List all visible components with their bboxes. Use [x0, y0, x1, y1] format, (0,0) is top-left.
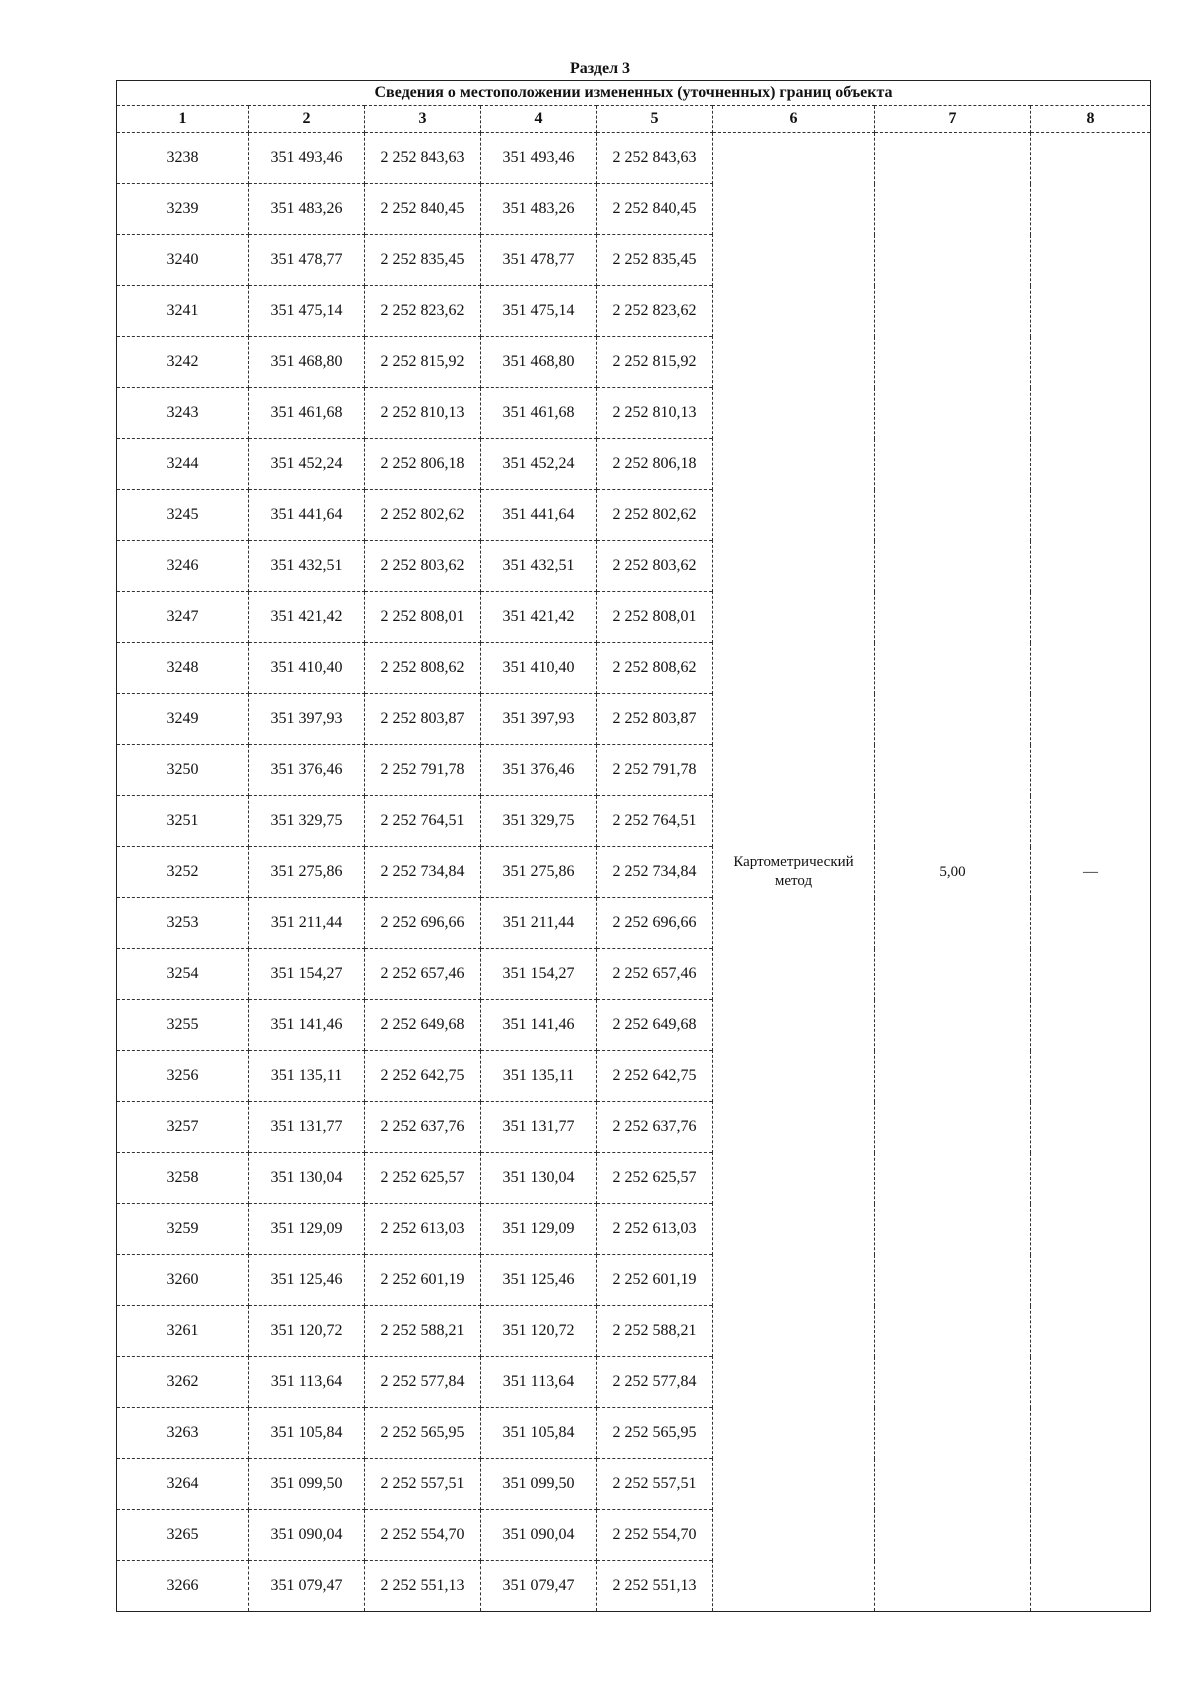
coordinate-cell: 2 252 625,57	[597, 1153, 713, 1204]
coordinate-cell: 351 099,50	[481, 1459, 597, 1510]
boundary-points-table	[116, 80, 1151, 1612]
point-number-cell: 3258	[117, 1153, 249, 1204]
coordinate-cell: 2 252 557,51	[365, 1459, 481, 1510]
coordinate-cell: 351 099,50	[249, 1459, 365, 1510]
coordinate-cell: 351 131,77	[481, 1102, 597, 1153]
coordinate-cell: 351 105,84	[249, 1408, 365, 1459]
coordinate-cell: 2 252 657,46	[597, 949, 713, 1000]
coordinate-cell: 2 252 808,62	[597, 643, 713, 694]
coordinate-cell: 351 130,04	[481, 1153, 597, 1204]
coordinate-cell: 351 475,14	[249, 286, 365, 337]
point-number-cell: 3254	[117, 949, 249, 1000]
coordinate-cell: 2 252 565,95	[597, 1408, 713, 1459]
coordinate-cell: 2 252 815,92	[597, 337, 713, 388]
point-number-cell: 3243	[117, 388, 249, 439]
coordinate-cell: 351 135,11	[481, 1051, 597, 1102]
coordinate-cell: 2 252 551,13	[597, 1561, 713, 1612]
point-number-cell: 3250	[117, 745, 249, 796]
coordinate-cell: 351 410,40	[249, 643, 365, 694]
table-body	[117, 133, 1151, 1612]
coordinate-cell: 351 452,24	[481, 439, 597, 490]
point-number-cell: 3256	[117, 1051, 249, 1102]
coordinate-cell: 351 141,46	[249, 1000, 365, 1051]
accuracy-cell: 5,00	[875, 133, 1031, 1612]
point-number-cell: 3239	[117, 184, 249, 235]
coordinate-cell: 351 275,86	[481, 847, 597, 898]
coordinate-cell: 2 252 803,62	[597, 541, 713, 592]
coordinate-cell: 351 129,09	[249, 1204, 365, 1255]
coordinate-cell: 2 252 823,62	[365, 286, 481, 337]
coordinate-cell: 351 154,27	[481, 949, 597, 1000]
point-number-cell: 3259	[117, 1204, 249, 1255]
coordinate-cell: 2 252 613,03	[365, 1204, 481, 1255]
coordinate-cell: 2 252 803,87	[597, 694, 713, 745]
coordinate-cell: 2 252 625,57	[365, 1153, 481, 1204]
point-number-cell: 3257	[117, 1102, 249, 1153]
coordinate-cell: 351 129,09	[481, 1204, 597, 1255]
coordinate-cell: 351 090,04	[481, 1510, 597, 1561]
coordinate-cell: 351 410,40	[481, 643, 597, 694]
point-number-cell: 3263	[117, 1408, 249, 1459]
coordinate-cell: 2 252 696,66	[597, 898, 713, 949]
coordinate-cell: 2 252 764,51	[597, 796, 713, 847]
coordinate-cell: 2 252 588,21	[597, 1306, 713, 1357]
coordinate-cell: 351 275,86	[249, 847, 365, 898]
coordinate-cell: 2 252 557,51	[597, 1459, 713, 1510]
coordinate-cell: 2 252 843,63	[597, 133, 713, 184]
column-number: 7	[875, 106, 1031, 133]
point-number-cell: 3265	[117, 1510, 249, 1561]
coordinate-cell: 2 252 802,62	[597, 490, 713, 541]
coordinate-cell: 2 252 734,84	[597, 847, 713, 898]
point-number-cell: 3266	[117, 1561, 249, 1612]
coordinate-cell: 2 252 637,76	[597, 1102, 713, 1153]
coordinate-cell: 351 131,77	[249, 1102, 365, 1153]
coordinate-cell: 2 252 577,84	[365, 1357, 481, 1408]
coordinate-cell: 2 252 734,84	[365, 847, 481, 898]
coordinate-cell: 2 252 601,19	[597, 1255, 713, 1306]
column-number: 3	[365, 106, 481, 133]
point-number-cell: 3240	[117, 235, 249, 286]
point-number-cell: 3255	[117, 1000, 249, 1051]
coordinate-cell: 2 252 808,01	[597, 592, 713, 643]
coordinate-cell: 351 090,04	[249, 1510, 365, 1561]
method-cell: Картометрический метод	[713, 133, 875, 1612]
point-number-cell: 3245	[117, 490, 249, 541]
coordinate-cell: 351 475,14	[481, 286, 597, 337]
coordinate-cell: 2 252 577,84	[597, 1357, 713, 1408]
coordinate-cell: 351 120,72	[249, 1306, 365, 1357]
coordinate-cell: 2 252 554,70	[597, 1510, 713, 1561]
table-caption: Сведения о местоположении измененных (уточненных) границ объекта	[117, 81, 1151, 106]
coordinate-cell: 2 252 840,45	[365, 184, 481, 235]
caption-row	[117, 81, 1151, 106]
point-number-cell: 3251	[117, 796, 249, 847]
point-number-cell: 3262	[117, 1357, 249, 1408]
coordinate-cell: 2 252 810,13	[597, 388, 713, 439]
point-number-cell: 3248	[117, 643, 249, 694]
column-number: 4	[481, 106, 597, 133]
coordinate-cell: 2 252 843,63	[365, 133, 481, 184]
column-number: 1	[117, 106, 249, 133]
coordinate-cell: 2 252 810,13	[365, 388, 481, 439]
coordinate-cell: 351 421,42	[249, 592, 365, 643]
coordinate-cell: 351 461,68	[481, 388, 597, 439]
coordinate-cell: 351 329,75	[249, 796, 365, 847]
coordinate-cell: 2 252 764,51	[365, 796, 481, 847]
coordinate-cell: 351 211,44	[249, 898, 365, 949]
coordinate-cell: 2 252 657,46	[365, 949, 481, 1000]
coordinate-cell: 2 252 551,13	[365, 1561, 481, 1612]
coordinate-cell: 351 079,47	[481, 1561, 597, 1612]
coordinate-cell: 351 376,46	[249, 745, 365, 796]
point-number-cell: 3264	[117, 1459, 249, 1510]
column-number: 8	[1031, 106, 1151, 133]
dash-cell: —	[1031, 133, 1151, 1612]
coordinate-cell: 351 432,51	[249, 541, 365, 592]
point-number-cell: 3247	[117, 592, 249, 643]
coordinate-cell: 351 493,46	[249, 133, 365, 184]
coordinate-cell: 351 141,46	[481, 1000, 597, 1051]
coordinate-cell: 351 154,27	[249, 949, 365, 1000]
coordinate-cell: 2 252 803,62	[365, 541, 481, 592]
column-number: 5	[597, 106, 713, 133]
coordinate-cell: 351 441,64	[249, 490, 365, 541]
coordinate-cell: 2 252 649,68	[597, 1000, 713, 1051]
coordinate-cell: 2 252 840,45	[597, 184, 713, 235]
coordinate-cell: 2 252 835,45	[365, 235, 481, 286]
coordinate-cell: 351 113,64	[481, 1357, 597, 1408]
point-number-cell: 3249	[117, 694, 249, 745]
coordinate-cell: 351 483,26	[481, 184, 597, 235]
coordinate-cell: 2 252 613,03	[597, 1204, 713, 1255]
coordinate-cell: 2 252 642,75	[365, 1051, 481, 1102]
table-row	[117, 133, 1151, 184]
coordinate-cell: 351 478,77	[481, 235, 597, 286]
coordinate-cell: 2 252 803,87	[365, 694, 481, 745]
coordinate-cell: 351 493,46	[481, 133, 597, 184]
coordinate-cell: 351 135,11	[249, 1051, 365, 1102]
coordinate-cell: 351 421,42	[481, 592, 597, 643]
coordinate-cell: 351 113,64	[249, 1357, 365, 1408]
coordinate-cell: 2 252 791,78	[365, 745, 481, 796]
coordinate-cell: 2 252 806,18	[365, 439, 481, 490]
coordinate-cell: 2 252 815,92	[365, 337, 481, 388]
coordinate-cell: 351 432,51	[481, 541, 597, 592]
point-number-cell: 3246	[117, 541, 249, 592]
coordinate-cell: 2 252 835,45	[597, 235, 713, 286]
coordinate-cell: 351 079,47	[249, 1561, 365, 1612]
coordinate-cell: 2 252 791,78	[597, 745, 713, 796]
coordinate-cell: 351 461,68	[249, 388, 365, 439]
coordinate-cell: 351 468,80	[481, 337, 597, 388]
coordinate-cell: 351 376,46	[481, 745, 597, 796]
coordinate-cell: 351 478,77	[249, 235, 365, 286]
point-number-cell: 3241	[117, 286, 249, 337]
coordinate-cell: 351 397,93	[481, 694, 597, 745]
coordinate-cell: 2 252 554,70	[365, 1510, 481, 1561]
point-number-cell: 3253	[117, 898, 249, 949]
coordinate-cell: 2 252 823,62	[597, 286, 713, 337]
coordinate-cell: 351 130,04	[249, 1153, 365, 1204]
coordinate-cell: 2 252 637,76	[365, 1102, 481, 1153]
coordinate-cell: 351 120,72	[481, 1306, 597, 1357]
coordinate-cell: 2 252 806,18	[597, 439, 713, 490]
point-number-cell: 3242	[117, 337, 249, 388]
coordinate-cell: 351 105,84	[481, 1408, 597, 1459]
coordinate-cell: 351 483,26	[249, 184, 365, 235]
coordinate-cell: 2 252 808,62	[365, 643, 481, 694]
column-number: 2	[249, 106, 365, 133]
coordinate-cell: 2 252 696,66	[365, 898, 481, 949]
coordinate-cell: 351 125,46	[249, 1255, 365, 1306]
coordinate-cell: 2 252 601,19	[365, 1255, 481, 1306]
coordinate-cell: 2 252 642,75	[597, 1051, 713, 1102]
coordinate-cell: 351 125,46	[481, 1255, 597, 1306]
column-number-row	[117, 106, 1151, 133]
point-number-cell: 3244	[117, 439, 249, 490]
coordinate-cell: 351 468,80	[249, 337, 365, 388]
coordinate-cell: 351 441,64	[481, 490, 597, 541]
coordinate-cell: 2 252 565,95	[365, 1408, 481, 1459]
coordinate-cell: 351 211,44	[481, 898, 597, 949]
column-number: 6	[713, 106, 875, 133]
coordinate-cell: 2 252 808,01	[365, 592, 481, 643]
coordinate-cell: 2 252 802,62	[365, 490, 481, 541]
point-number-cell: 3260	[117, 1255, 249, 1306]
coordinate-cell: 351 397,93	[249, 694, 365, 745]
point-number-cell: 3261	[117, 1306, 249, 1357]
section-title: Раздел 3	[569, 60, 631, 77]
coordinate-cell: 351 452,24	[249, 439, 365, 490]
point-number-cell: 3252	[117, 847, 249, 898]
coordinate-cell: 2 252 588,21	[365, 1306, 481, 1357]
point-number-cell: 3238	[117, 133, 249, 184]
coordinate-cell: 351 329,75	[481, 796, 597, 847]
coordinate-cell: 2 252 649,68	[365, 1000, 481, 1051]
